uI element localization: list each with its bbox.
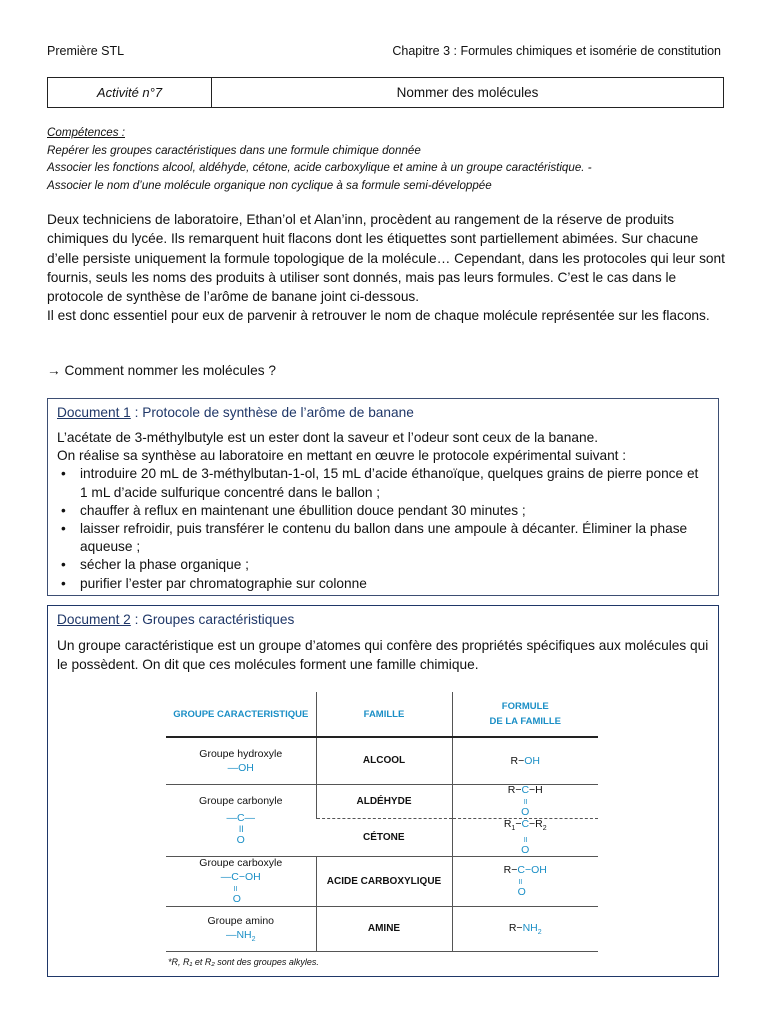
header-formula-line: FORMULE [501,701,549,712]
aldehyde-formula: R−C−H ॥ O [507,783,543,818]
header-formula-line: DE LA FAMILLE [489,716,561,727]
document-1-line: On réalise sa synthèse au laboratoire en mettant en œuvre le protocole expérimental suivant : [57,448,627,464]
group-cell [166,856,316,906]
document-1-title [57,405,709,420]
ketone-formula: $R_1-C-R_2$ ॥ O [503,817,547,856]
protocol-step: • purifier l’ester par chromatographie sur colonne [57,575,709,593]
intro-text [47,210,727,326]
document-2-text: Un groupe caractéristique est un groupe d’atomes qui confère des propriétés spécifiques aux molécules qui le possèdent. On dit que ces molécules forment une famille chimique. [57,638,709,672]
competences-block [47,124,737,194]
problem-question: → Comment nommer les molécules ? [47,363,276,378]
table-row [166,856,598,906]
competences-label: Compétences : [47,126,125,139]
document-2-label: Document 2 [57,612,131,627]
competence-item: Associer les fonctions alcool, aldéhyde, cétone, acide carboxylique et amine à un groupe caractéristique. - [47,161,592,175]
protocol-step: • laisser refroidir, puis transférer le contenu du ballon dans une ampoule à décanter. Éliminer la phase aqueuse ; [57,520,709,556]
formula-cell [452,856,598,906]
activity-title: Nommer des molécules [396,85,539,100]
table-row [166,784,598,818]
group-cell [166,737,316,784]
group-cell [166,784,316,856]
document-2 [47,605,719,977]
protocol-steps [57,465,709,592]
protocol-step: • chauffer à reflux en maintenant une ébullition douce pendant 30 minutes ; [57,502,709,520]
activity-number: Activité n°7 [48,78,212,107]
formula-cell [452,818,598,856]
hydroxyl-formula: —OH [227,761,254,774]
competence-item: Repérer les groupes caractéristiques dans une formule chimique donnée [47,143,421,157]
formula-cell [452,784,598,818]
table-note: *R, R₁ et R₂ sont des groupes alkyles. [168,956,319,967]
protocol-step: • introduire 20 mL de 3-méthylbutan-1-ol, 15 mL d’acide éthanoïque, quelques grains de pierre ponce et 1 mL d’acide sulfurique concentré dans le ballon ; [57,465,709,501]
document-1-line: L’acétate de 3-méthylbutyle est un ester dont la saveur et l’odeur sont ceux de la banane. [57,430,599,445]
header-family: FAMILLE [316,692,452,737]
intro-paragraph: Il est donc essentiel pour eux de parvenir à retrouver le nom de chaque molécule représentée sur les flacons. [47,308,710,324]
carboxylic-acid-formula: R−C−OH ॥ O [503,863,547,898]
group-name: Groupe amino [207,914,275,927]
formula-cell: $R-NH_2$ [452,906,598,951]
document-2-heading: : Groupes caractéristiques [130,612,295,627]
header-level: Première STL [47,44,125,58]
table-row [166,737,598,784]
group-name: Groupe carboxyle [199,857,283,870]
amino-formula: $—NH_2$ [225,928,256,943]
group-name: Groupe hydroxyle [199,747,283,760]
family-cell: AMINE [316,906,452,951]
document-2-title [57,612,709,627]
carboxyl-formula: —C−OH ॥ O [220,871,261,906]
document-1-body [57,429,709,593]
group-name: Groupe carbonyle [199,794,283,807]
family-cell: ALDÉHYDE [316,784,452,818]
family-cell: CÉTONE [316,818,452,856]
group-cell [166,906,316,951]
family-cell: ALCOOL [316,737,452,784]
formula-cell: R−OH [452,737,598,784]
header-formula [452,692,598,737]
protocol-step: • sécher la phase organique ; [57,556,709,574]
competence-item: Associer le nom d’une molécule organique non cyclique à sa formule semi-développée [47,178,492,192]
document-1-heading: : Protocole de synthèse de l’arôme de banane [130,405,414,420]
table-row [166,906,598,951]
table-header-row [166,692,598,737]
carbonyl-formula: —C— ॥ O [226,811,256,846]
document-1 [47,398,719,596]
intro-paragraph: Deux techniciens de laboratoire, Ethan’ol et Alan’inn, procèdent au rangement de la réserve de produits chimiques du lycée. Ils remarquent huit flacons dont les étiquettes sont partiellement abimées. Sur chacune d’elle persiste uniquement la formule topologique de la molécule… Cependant, dans les protocoles qui leur sont fournis, seuls les noms des produits à utiliser sont donnés, mais pas leurs formules. C’est le cas dans le protocole de synthèse de l’arôme de banane joint ci-dessous. [47,212,725,305]
header-group: GROUPE CARACTERISTIQUE [166,692,316,737]
document-1-label: Document 1 [57,405,131,420]
header-chapter: Chapitre 3 : Formules chimiques et isomérie de constitution [392,44,721,58]
family-cell: ACIDE CARBOXYLIQUE [316,856,452,906]
characteristic-groups-table [166,692,600,967]
activity-title-box [47,77,724,108]
